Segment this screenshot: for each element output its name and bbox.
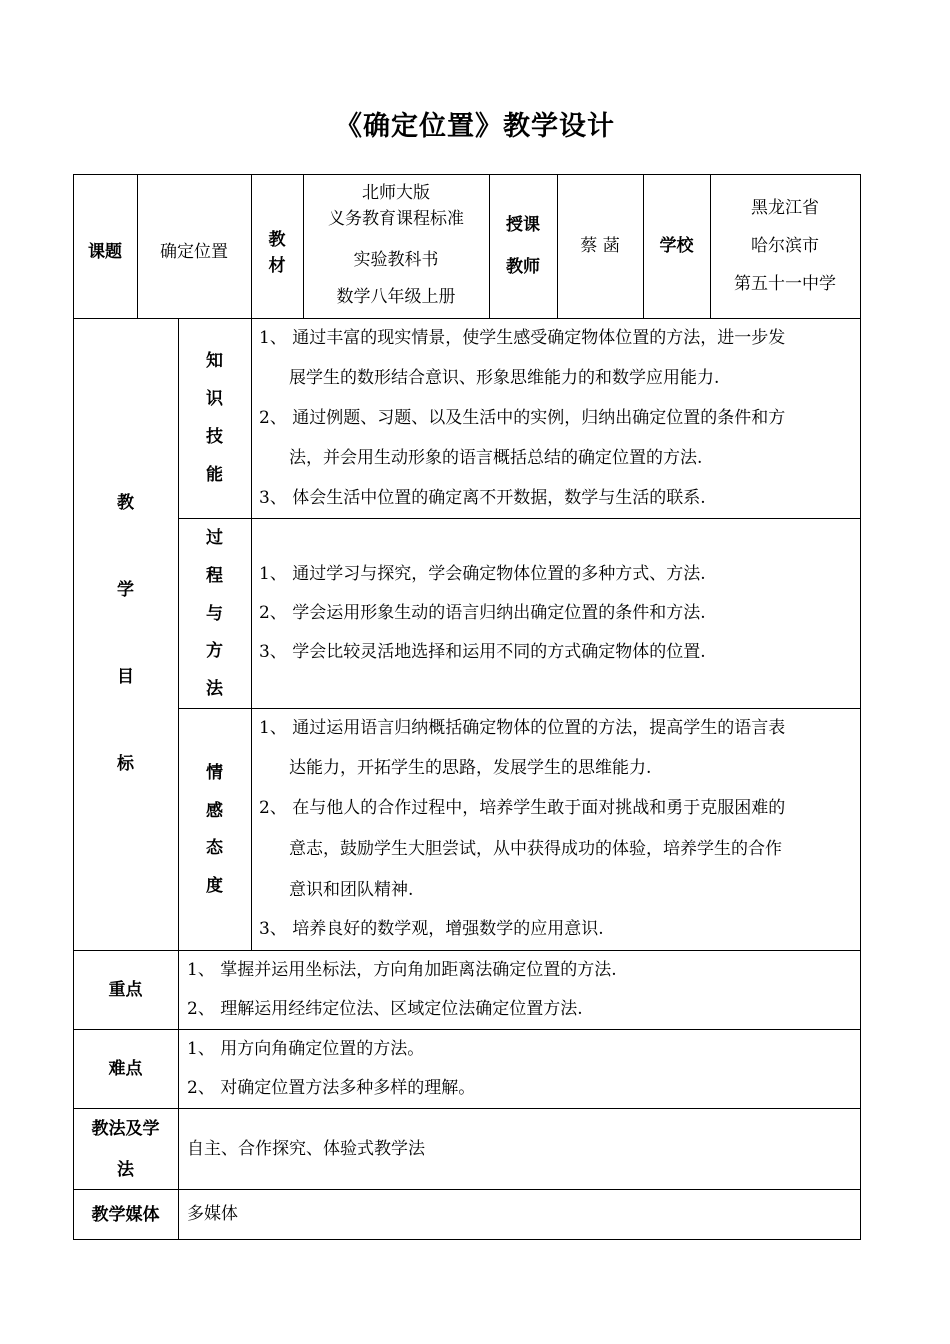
objectives-label-char: 标 [117, 754, 134, 774]
school-line: 黑龙江省 [751, 198, 819, 218]
process-label-char: 与 [206, 604, 223, 624]
emotion-line: 1、 通过运用语言归纳概括确定物体的位置的方法，提高学生的语言表 [259, 718, 786, 738]
knowledge-line: 2、 通过例题、习题、以及生活中的实例，归纳出确定位置的条件和方 [259, 408, 786, 428]
knowledge-label-char: 能 [206, 465, 223, 485]
topic-label: 课题 [88, 242, 122, 262]
school-line: 哈尔滨市 [751, 236, 819, 256]
objectives-label-char: 教 [117, 493, 134, 513]
textbook-line: 实验教科书 [353, 250, 439, 270]
difficulty-line: 1、 用方向角确定位置的方法。 [187, 1039, 425, 1059]
methods-label-line: 法 [117, 1160, 134, 1180]
process-line: 1、 通过学习与探究，学会确定物体位置的多种方式、方法. [259, 564, 706, 584]
emotion-line: 达能力，开拓学生的思路，发展学生的思维能力. [289, 758, 652, 778]
textbook-line: 北师大版 [362, 183, 430, 203]
knowledge-label-char: 知 [206, 351, 223, 371]
emotion-label-char: 度 [206, 876, 223, 896]
emotion-label-char: 感 [206, 801, 223, 821]
teacher-label-1: 授课 [506, 215, 540, 235]
key-point-line: 1、 掌握并运用坐标法，方向角加距离法确定位置的方法. [187, 960, 617, 980]
methods-value: 自主、合作探究、体验式教学法 [187, 1139, 425, 1159]
textbook-label-1: 教 [268, 230, 286, 250]
textbook-line: 义务教育课程标准 [328, 209, 464, 229]
school-line: 第五十一中学 [734, 274, 836, 294]
key-point-line: 2、 理解运用经纬定位法、区域定位法确定位置方法. [187, 999, 583, 1019]
textbook-label-2: 材 [268, 256, 286, 276]
media-label: 教学媒体 [91, 1205, 160, 1225]
teacher-label-2: 教师 [506, 257, 540, 277]
knowledge-label-char: 技 [206, 427, 223, 447]
methods-label-line: 教法及学 [91, 1119, 160, 1139]
process-label-char: 方 [206, 641, 223, 661]
emotion-line: 意志，鼓励学生大胆尝试，从中获得成功的体验，培养学生的合作 [289, 839, 782, 859]
difficulties-label: 难点 [108, 1059, 143, 1079]
media-value: 多媒体 [187, 1204, 238, 1224]
knowledge-line: 法，并会用生动形象的语言概括总结的确定位置的方法. [289, 448, 703, 468]
emotion-line: 2、 在与他人的合作过程中，培养学生敢于面对挑战和勇于克服困难的 [259, 798, 786, 818]
process-line: 2、 学会运用形象生动的语言归纳出确定位置的条件和方法. [259, 603, 706, 623]
objectives-label-char: 学 [117, 580, 134, 600]
process-label-char: 程 [206, 566, 223, 586]
topic-value: 确定位置 [160, 242, 228, 262]
process-label-char: 法 [206, 679, 223, 699]
process-line: 3、 学会比较灵活地选择和运用不同的方式确定物体的位置. [259, 642, 706, 662]
emotion-line: 意识和团队精神. [289, 880, 414, 900]
objectives-label-char: 目 [117, 667, 134, 687]
school-label: 学校 [659, 236, 694, 256]
knowledge-line: 3、 体会生活中位置的确定离不开数据，数学与生活的联系. [259, 488, 706, 508]
process-label-char: 过 [206, 528, 223, 548]
knowledge-line: 1、 通过丰富的现实情景，使学生感受确定物体位置的方法，进一步发 [259, 328, 786, 348]
key-points-label: 重点 [108, 980, 143, 1000]
difficulty-line: 2、 对确定位置方法多种多样的理解。 [187, 1078, 476, 1098]
textbook-line: 数学八年级上册 [336, 287, 456, 307]
emotion-label-char: 态 [206, 838, 223, 858]
emotion-label-char: 情 [206, 763, 223, 783]
knowledge-label-char: 识 [206, 389, 223, 409]
knowledge-line: 展学生的数形结合意识、形象思维能力的和数学应用能力. [289, 368, 720, 388]
emotion-line: 3、 培养良好的数学观，增强数学的应用意识. [259, 919, 604, 939]
page-title: 《确定位置》教学设计 [335, 111, 615, 142]
teacher-value: 蔡 菡 [580, 236, 620, 256]
